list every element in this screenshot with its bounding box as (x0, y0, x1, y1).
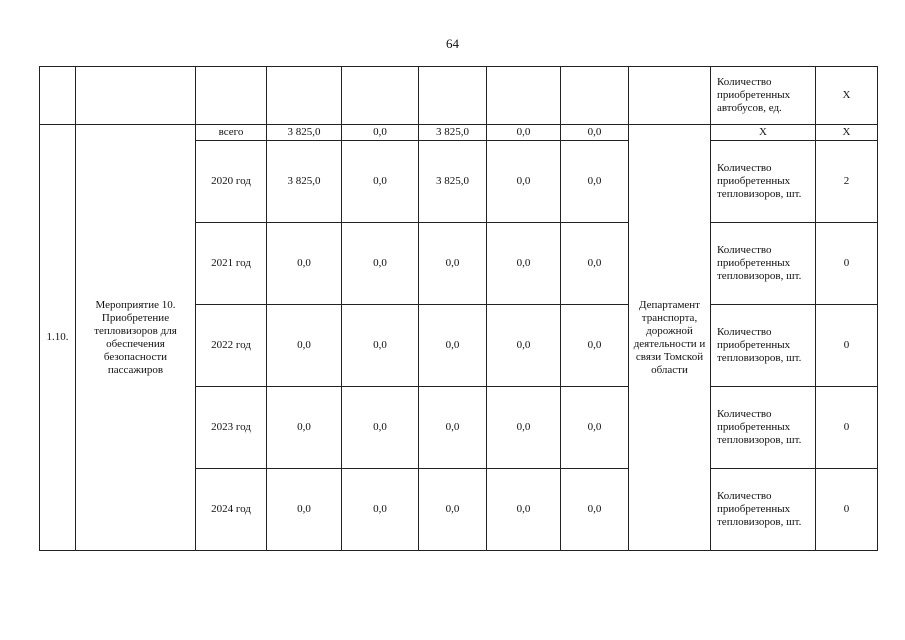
value-cell: 3 825,0 (419, 141, 487, 223)
empty-cell (76, 67, 196, 125)
value-cell: 3 825,0 (419, 125, 487, 141)
value-cell: 0,0 (419, 223, 487, 305)
value-cell: 0,0 (267, 387, 342, 469)
empty-cell (196, 67, 267, 125)
value-cell: 0,0 (487, 141, 561, 223)
value-cell: 0,0 (561, 141, 629, 223)
measure-code: 1.10. (40, 125, 76, 551)
indicator-value-cell: 0 (816, 387, 878, 469)
value-cell: 0,0 (342, 141, 419, 223)
value-cell: 0,0 (342, 387, 419, 469)
empty-cell (629, 67, 711, 125)
empty-cell (342, 67, 419, 125)
value-cell: 0,0 (487, 305, 561, 387)
executor-cell: Департамент транспорта, дорожной деятельности и связи Томской области (629, 125, 711, 551)
empty-cell (40, 67, 76, 125)
empty-cell (419, 67, 487, 125)
indicator-cell: Количество приобретенных тепловизоров, шт. (711, 223, 816, 305)
continuation-row (40, 67, 878, 125)
indicator-value-cell: X (816, 125, 878, 141)
value-cell: 0,0 (419, 469, 487, 551)
indicator-cell: Количество приобретенных тепловизоров, шт. (711, 387, 816, 469)
indicator-cell: Количество приобретенных автобусов, ед. (711, 67, 816, 125)
value-cell: 0,0 (267, 469, 342, 551)
empty-cell (267, 67, 342, 125)
page-number: 64 (446, 36, 459, 51)
indicator-value-cell: 2 (816, 141, 878, 223)
empty-cell (487, 67, 561, 125)
value-cell: 0,0 (561, 125, 629, 141)
indicator-value-cell: 0 (816, 305, 878, 387)
period-cell: 2023 год (196, 387, 267, 469)
value-cell: 0,0 (561, 469, 629, 551)
value-cell: 0,0 (342, 305, 419, 387)
period-cell: 2020 год (196, 141, 267, 223)
period-cell: 2022 год (196, 305, 267, 387)
value-cell: 0,0 (342, 223, 419, 305)
indicator-cell: X (711, 125, 816, 141)
value-cell: 0,0 (487, 223, 561, 305)
measure-name: Мероприятие 10. Приобретение тепловизоров для обеспечения безопасности пассажиров (76, 125, 196, 551)
period-cell: 2021 год (196, 223, 267, 305)
value-cell: 0,0 (561, 223, 629, 305)
value-cell: 3 825,0 (267, 141, 342, 223)
period-cell: всего (196, 125, 267, 141)
value-cell: 0,0 (419, 387, 487, 469)
value-cell: 0,0 (342, 469, 419, 551)
value-cell: 0,0 (487, 469, 561, 551)
table-row (40, 125, 878, 141)
value-cell: 0,0 (487, 387, 561, 469)
value-cell: 3 825,0 (267, 125, 342, 141)
value-cell: 0,0 (419, 305, 487, 387)
indicator-value-cell: 0 (816, 469, 878, 551)
indicator-cell: Количество приобретенных тепловизоров, шт. (711, 469, 816, 551)
value-cell: 0,0 (342, 125, 419, 141)
indicator-value-cell: 0 (816, 223, 878, 305)
program-table (39, 66, 878, 551)
indicator-cell: Количество приобретенных тепловизоров, шт. (711, 141, 816, 223)
value-cell: 0,0 (267, 223, 342, 305)
empty-cell (561, 67, 629, 125)
indicator-cell: Количество приобретенных тепловизоров, шт. (711, 305, 816, 387)
period-cell: 2024 год (196, 469, 267, 551)
value-cell: 0,0 (267, 305, 342, 387)
value-cell: 0,0 (487, 125, 561, 141)
value-cell: 0,0 (561, 387, 629, 469)
indicator-value-cell: X (816, 67, 878, 125)
value-cell: 0,0 (561, 305, 629, 387)
